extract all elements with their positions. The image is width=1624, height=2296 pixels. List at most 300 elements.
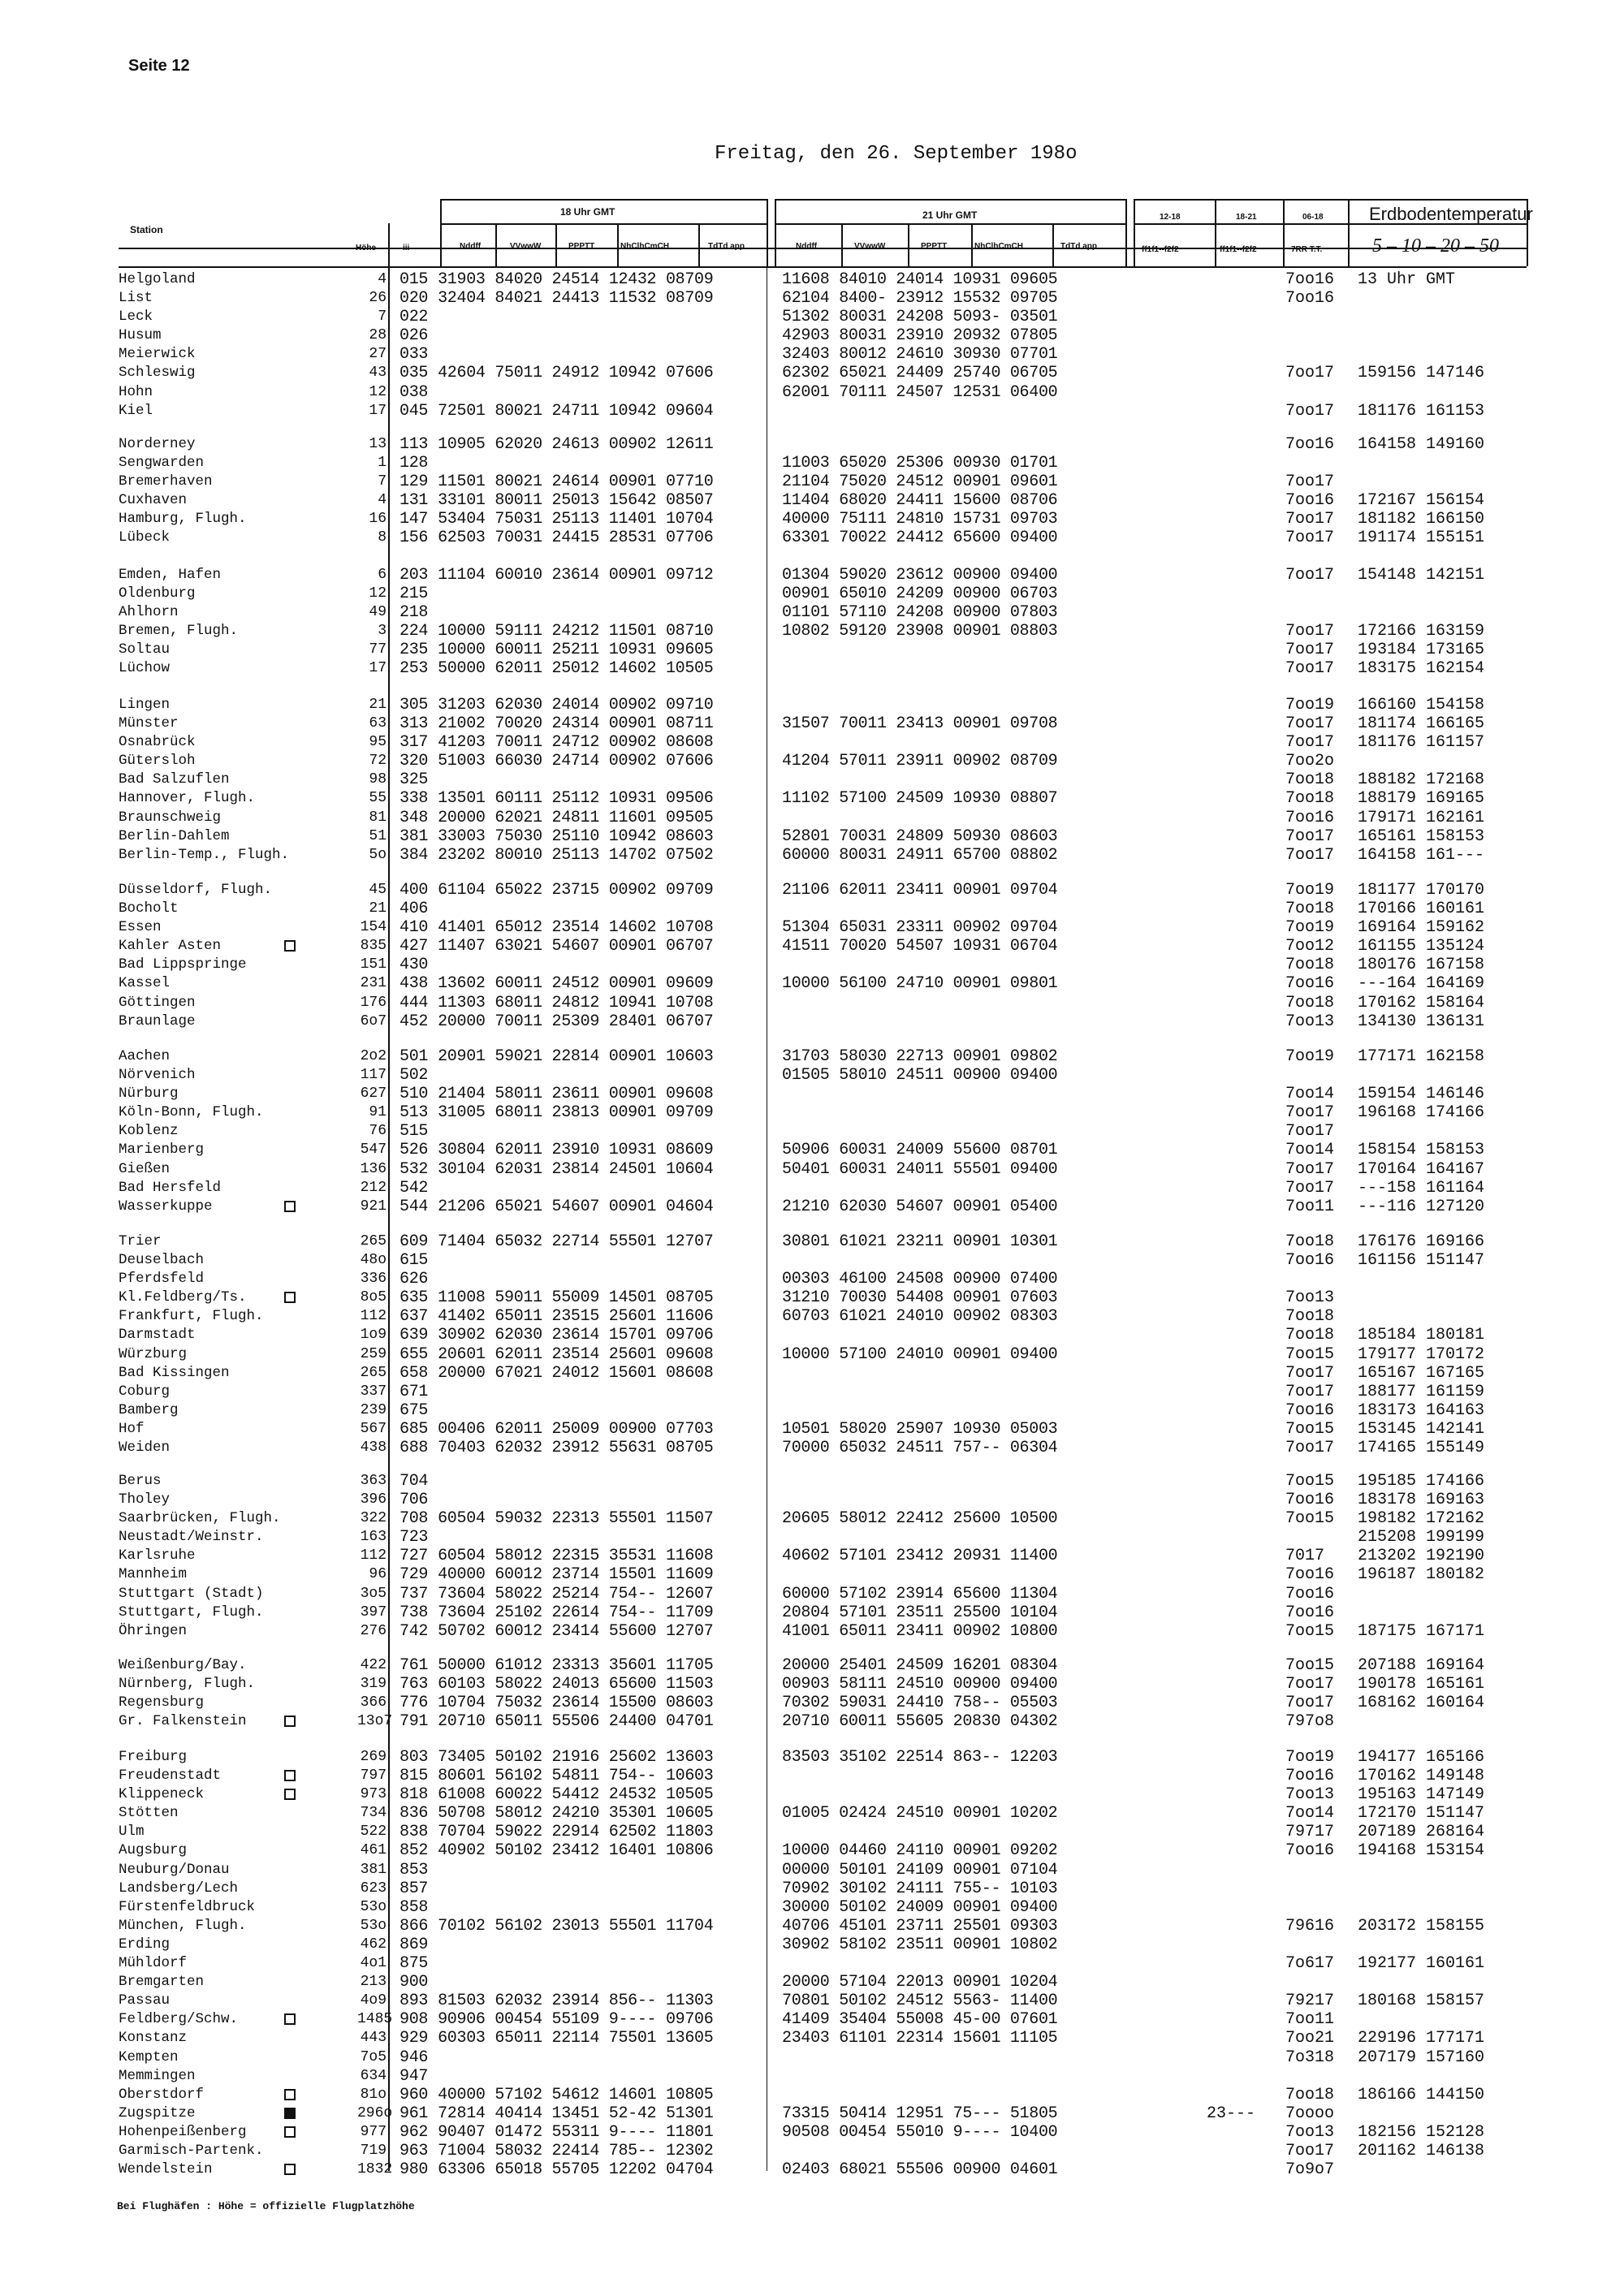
- obs-18: 11407 63021 54607 00901 06707: [438, 937, 714, 956]
- obs-21: 00000 50101 24109 00901 07104: [782, 1860, 1058, 1880]
- obs-18: 33101 80011 25013 15642 08507: [438, 491, 714, 511]
- station-row: [0, 402, 1624, 421]
- station-row: [0, 2029, 1624, 2048]
- col-0618: 7oo15: [1285, 1621, 1335, 1641]
- station-row: [0, 1898, 1624, 1917]
- obs-18: 41203 70011 24712 00902 08608: [438, 733, 714, 753]
- station-iii-obs18: [400, 641, 713, 659]
- obs-21: 11608 84010 24014 10931 09605: [782, 270, 1058, 289]
- station-height: 26: [369, 290, 387, 307]
- station-name: Kl.Feldberg/Ts.: [119, 1289, 247, 1306]
- station-height: 265: [360, 1364, 387, 1381]
- station-height: 53o: [360, 1898, 387, 1915]
- station-name: List: [119, 290, 153, 307]
- station-iii-obs18: [400, 937, 713, 956]
- obs-21: 50906 60031 24009 55600 08701: [782, 1141, 1058, 1160]
- station-iii-obs18: [400, 1179, 438, 1198]
- station-iii-obs18: [400, 402, 713, 421]
- station-name: Sengwarden: [119, 455, 205, 472]
- col-0618: 7oo17: [1285, 622, 1335, 641]
- station-iii: 908: [400, 2010, 429, 2030]
- obs-18: 11104 60010 23614 00901 09712: [438, 566, 714, 585]
- station-height: 397: [360, 1603, 387, 1621]
- col-0618: 7oo15: [1285, 1509, 1335, 1529]
- station-height: 176: [360, 994, 387, 1011]
- soil-depths-header: 5 – 10 – 20 – 50: [1372, 235, 1499, 257]
- col-0618: 7oo17: [1285, 733, 1335, 753]
- col-0618: 7oo13: [1285, 1288, 1335, 1308]
- column-rule: [440, 199, 442, 266]
- station-iii-obs18: [400, 1565, 713, 1584]
- station-iii: 853: [400, 1860, 429, 1880]
- station-row: [0, 827, 1624, 846]
- station-name: Hof: [119, 1420, 145, 1437]
- station-header: Station: [130, 224, 163, 235]
- soil-temperature: 159154 146146: [1358, 1085, 1485, 1104]
- station-height: 49: [369, 604, 387, 621]
- col-header: Nddff: [796, 242, 818, 251]
- station-row: [0, 1232, 1624, 1251]
- station-row: [0, 2104, 1624, 2123]
- station-iii-obs18: [400, 1160, 713, 1179]
- station-row: [0, 1401, 1624, 1420]
- col-0618: 7oo18: [1285, 770, 1335, 790]
- col-header: NhClhCmCH: [974, 242, 1023, 251]
- column-rule: [698, 223, 700, 266]
- station-iii: 131: [400, 491, 429, 511]
- station-row: [0, 1251, 1624, 1270]
- station-name: Pferdsfeld: [119, 1271, 205, 1288]
- station-iii-obs18: [400, 1804, 713, 1823]
- station-name: Bad Salzuflen: [119, 771, 230, 788]
- station-iii-obs18: [400, 789, 713, 808]
- station-name: Stuttgart (Stadt): [119, 1585, 264, 1602]
- station-iii: 026: [400, 326, 429, 346]
- station-iii: 430: [400, 956, 429, 975]
- obs-21: 63301 70022 24412 65600 09400: [782, 529, 1058, 548]
- soil-temperature: 183173 164163: [1358, 1400, 1485, 1420]
- obs-21: 11404 68020 24411 15600 08706: [782, 491, 1058, 511]
- station-iii: 763: [400, 1675, 429, 1694]
- soil-temperature: ---158 161164: [1358, 1178, 1485, 1198]
- station-height: 3o5: [360, 1585, 387, 1602]
- station-iii: 022: [400, 308, 429, 327]
- obs-18: 21002 70020 24314 00901 08711: [438, 714, 714, 734]
- station-name: Bremerhaven: [119, 473, 213, 490]
- obs-18: 71404 65032 22714 55501 12707: [438, 1232, 714, 1251]
- obs-18: 20000 67021 24012 15601 08608: [438, 1363, 714, 1383]
- station-name: Düsseldorf, Flugh.: [119, 882, 273, 898]
- soil-temperature: 159156 147146: [1358, 364, 1485, 383]
- column-rule: [388, 223, 390, 266]
- soil-temperature: 188177 161159: [1358, 1382, 1485, 1401]
- col-0618: 7oo18: [1285, 900, 1335, 919]
- station-iii-obs18: [400, 918, 713, 937]
- station-iii: 515: [400, 1122, 429, 1142]
- station-iii: 452: [400, 1012, 429, 1031]
- col-0618: 7oo19: [1285, 881, 1335, 900]
- station-iii: 203: [400, 566, 429, 585]
- obs-21: 40706 45101 23711 25501 09303: [782, 1916, 1058, 1936]
- iii-header: iii: [403, 244, 410, 252]
- station-row: [0, 1767, 1624, 1785]
- station-height: 13: [369, 436, 387, 452]
- station-iii: 444: [400, 993, 429, 1012]
- station-iii-obs18: [400, 696, 713, 714]
- station-row: [0, 1066, 1624, 1085]
- col-header: PPPTT: [921, 242, 948, 251]
- station-iii-obs18: [400, 1675, 713, 1694]
- soil-temperature: 134130 136131: [1358, 1012, 1485, 1031]
- col-0618: 7oo17: [1285, 566, 1335, 585]
- station-iii-obs18: [400, 529, 713, 547]
- station-iii: 532: [400, 1159, 429, 1179]
- station-row: [0, 1992, 1624, 2010]
- col-0618: 7oo17: [1285, 529, 1335, 548]
- station-name: Bamberg: [119, 1401, 179, 1418]
- station-height: 43: [369, 365, 387, 382]
- station-iii-obs18: [400, 1307, 713, 1326]
- station-name: Gr. Falkenstein: [119, 1713, 247, 1730]
- col-0618: 7oo12: [1285, 937, 1335, 956]
- col-0618: 7oo16: [1285, 270, 1335, 289]
- station-name: Hannover, Flugh.: [119, 790, 256, 807]
- station-row: [0, 529, 1624, 547]
- col-0618: 7oo13: [1285, 1012, 1335, 1031]
- station-row: [0, 454, 1624, 473]
- station-iii-obs18: [400, 1420, 713, 1439]
- station-iii-obs18: [400, 1767, 713, 1785]
- station-iii-obs18: [400, 1198, 713, 1216]
- col-0618: 7o9o7: [1285, 2160, 1335, 2180]
- station-iii-obs18: [400, 659, 713, 678]
- column-rule: [1125, 199, 1127, 266]
- station-name: Oldenburg: [119, 585, 196, 602]
- station-row: [0, 1047, 1624, 1066]
- station-iii: 706: [400, 1491, 429, 1510]
- obs-18: 73604 58022 25214 754-- 12607: [438, 1584, 714, 1603]
- station-name: Landsberg/Lech: [119, 1880, 239, 1897]
- soil-temperature: 169164 159162: [1358, 918, 1485, 938]
- gmt18-header: 18 Uhr GMT: [560, 206, 615, 218]
- station-iii: 253: [400, 659, 429, 679]
- station-iii: 776: [400, 1694, 429, 1713]
- station-iii-obs18: [400, 2029, 713, 2048]
- obs-18: 80601 56102 54811 754-- 10603: [438, 1767, 714, 1786]
- column-rule: [775, 199, 776, 266]
- station-name: Kempten: [119, 2048, 179, 2065]
- obs-18: 81503 62032 23914 856-- 11303: [438, 1992, 714, 2011]
- station-name: Bad Kissingen: [119, 1364, 230, 1381]
- station-iii: 946: [400, 2048, 429, 2067]
- obs-21: 30801 61021 23211 00901 10301: [782, 1232, 1058, 1251]
- station-height: 112: [360, 1308, 387, 1325]
- obs-18: 40902 50102 23412 16401 10806: [438, 1841, 714, 1861]
- obs-21: 10000 04460 24110 00901 09202: [782, 1841, 1058, 1861]
- extra-header: 12-18: [1160, 213, 1181, 222]
- station-iii-obs18: [400, 603, 438, 622]
- station-row: [0, 1917, 1624, 1936]
- col-0618: 7oo17: [1285, 1439, 1335, 1458]
- station-height: 154: [360, 919, 387, 936]
- station-row: [0, 326, 1624, 345]
- column-rule: [495, 223, 497, 266]
- station-name: Ulm: [119, 1823, 145, 1841]
- station-name: Feldberg/Schw.: [119, 2011, 239, 2028]
- station-height: 213: [360, 1974, 387, 1991]
- obs-21: 11003 65020 25306 00930 01701: [782, 454, 1058, 473]
- station-name: Passau: [119, 1992, 171, 2009]
- station-iii: 738: [400, 1603, 429, 1622]
- station-name: Fürstenfeldbruck: [119, 1898, 256, 1915]
- station-row: [0, 1823, 1624, 1841]
- station-name: Öhringen: [119, 1622, 188, 1639]
- soil-temperature: 181176 161153: [1358, 401, 1485, 421]
- station-height: 336: [360, 1271, 387, 1288]
- station-iii: 015: [400, 270, 429, 289]
- station-iii-obs18: [400, 1141, 713, 1159]
- station-iii-obs18: [400, 1251, 438, 1270]
- station-name: Frankfurt, Flugh.: [119, 1308, 264, 1325]
- obs-21: 10000 57100 24010 00901 09400: [782, 1344, 1058, 1364]
- station-row: [0, 1439, 1624, 1457]
- extra-header: 18-21: [1236, 213, 1257, 222]
- col-0618: 79717: [1285, 1823, 1335, 1842]
- station-name: Wendelstein: [119, 2161, 213, 2178]
- col-0618: 7oo17: [1285, 2141, 1335, 2160]
- obs-21: 30000 50102 24009 00901 09400: [782, 1897, 1058, 1917]
- obs-18: 10000 59111 24212 11501 08710: [438, 622, 714, 641]
- station-iii: 348: [400, 808, 429, 827]
- mountain-station-marker-icon: [284, 1789, 296, 1800]
- obs-18: 23202 80010 25113 14702 07502: [438, 845, 714, 865]
- station-name: Erding: [119, 1936, 171, 1953]
- station-iii-obs18: [400, 2160, 713, 2179]
- station-height: 7: [378, 309, 387, 326]
- station-row: [0, 1804, 1624, 1823]
- station-row: [0, 364, 1624, 382]
- obs-18: 50000 62011 25012 14602 10505: [438, 659, 714, 679]
- station-row: [0, 1141, 1624, 1159]
- station-iii: 381: [400, 826, 429, 846]
- obs-21: 41204 57011 23911 00902 08709: [782, 752, 1058, 771]
- station-row: [0, 1748, 1624, 1767]
- obs-21: 90508 00454 55010 9---- 10400: [782, 2122, 1058, 2142]
- station-height: 443: [360, 2030, 387, 2047]
- col-0618: 7oo17: [1285, 1675, 1335, 1694]
- station-iii: 501: [400, 1047, 429, 1066]
- col-0618: 7oo16: [1285, 974, 1335, 994]
- station-height: 91: [369, 1104, 387, 1121]
- obs-18: 90906 00454 55109 9---- 09706: [438, 2010, 714, 2030]
- col-0618: 7oo13: [1285, 1785, 1335, 1805]
- obs-18: 72814 40414 13451 52-42 51301: [438, 2104, 714, 2123]
- station-iii-obs18: [400, 585, 438, 603]
- header-rule: [440, 223, 767, 225]
- mountain-station-marker-icon: [284, 1770, 296, 1781]
- station-row: [0, 1528, 1624, 1547]
- soil-temperature: 170166 160161: [1358, 900, 1485, 919]
- col-0618: 7oo17: [1285, 1178, 1335, 1198]
- station-iii-obs18: [400, 1103, 713, 1122]
- station-group: [0, 696, 1624, 865]
- obs-18: 21206 65021 54607 00901 04604: [438, 1197, 714, 1216]
- col-0618: 7oo17: [1285, 510, 1335, 529]
- soil-temperature: 182156 152128: [1358, 2122, 1485, 2142]
- station-row: [0, 1565, 1624, 1584]
- col-0618: 7oo2o: [1285, 752, 1335, 771]
- station-row: [0, 1472, 1624, 1491]
- obs-18: 10905 62020 24613 00902 12611: [438, 435, 714, 454]
- obs-21: 60000 57102 23914 65600 11304: [782, 1584, 1058, 1603]
- soil-temperature: 161155 135124: [1358, 937, 1485, 956]
- station-row: [0, 1288, 1624, 1307]
- col-header: TdTd app: [1060, 242, 1097, 251]
- station-iii: 761: [400, 1656, 429, 1675]
- col-0618: 7017: [1285, 1547, 1325, 1566]
- station-iii: 384: [400, 845, 429, 865]
- obs-18: 20901 59021 22814 00901 10603: [438, 1047, 714, 1066]
- gmt21-header: 21 Uhr GMT: [922, 209, 978, 221]
- col-0618: 7oo18: [1285, 1307, 1335, 1327]
- station-height: 81: [369, 809, 387, 826]
- soil-temperature: 215208 199199: [1358, 1528, 1485, 1547]
- col-0618: 7oo17: [1285, 473, 1335, 492]
- soil-temperature: 165167 167165: [1358, 1363, 1485, 1383]
- station-row: [0, 1712, 1624, 1731]
- col-0618: 7oo11: [1285, 2010, 1335, 2030]
- station-name: Gütersloh: [119, 753, 196, 770]
- station-iii-obs18: [400, 491, 713, 510]
- station-height: 734: [360, 1805, 387, 1822]
- station-height: 51: [369, 827, 387, 844]
- station-height: 276: [360, 1622, 387, 1639]
- station-name: Köln-Bonn, Flugh.: [119, 1104, 264, 1121]
- station-iii-obs18: [400, 1270, 438, 1288]
- station-name: Koblenz: [119, 1123, 179, 1140]
- station-iii-obs18: [400, 1603, 713, 1622]
- station-iii: 961: [400, 2104, 429, 2123]
- obs-18: 41401 65012 23514 14602 10708: [438, 918, 714, 938]
- station-name: Trier: [119, 1233, 162, 1249]
- col-0618: 7oo17: [1285, 1103, 1335, 1123]
- station-name: Mannheim: [119, 1566, 188, 1583]
- obs-21: 01304 59020 23612 00900 09400: [782, 566, 1058, 585]
- obs-21: 31703 58030 22713 00901 09802: [782, 1047, 1058, 1066]
- extra-subheader: ff1f1--f2f2: [1142, 245, 1179, 254]
- station-name: Norderney: [119, 436, 196, 452]
- col-0618: 7oo18: [1285, 789, 1335, 809]
- column-rule: [1215, 199, 1216, 266]
- station-row: [0, 2010, 1624, 2029]
- station-name: Darmstadt: [119, 1327, 196, 1344]
- station-iii-obs18: [400, 733, 713, 752]
- station-name: Neustadt/Weinstr.: [119, 1529, 264, 1546]
- obs-18: 42604 75011 24912 10942 07606: [438, 364, 714, 383]
- station-row: [0, 1420, 1624, 1439]
- mountain-station-marker-icon: [284, 2108, 296, 2119]
- station-height: 1: [378, 455, 387, 472]
- station-height: 8: [378, 529, 387, 546]
- station-iii: 313: [400, 714, 429, 734]
- obs-18: 60504 58012 22315 35531 11608: [438, 1547, 714, 1566]
- station-height: 53o: [360, 1917, 387, 1934]
- col-0618: 7oo18: [1285, 1232, 1335, 1251]
- soil-temperature: 161156 151147: [1358, 1251, 1485, 1271]
- station-iii-obs18: [400, 827, 713, 846]
- station-name: Konstanz: [119, 2030, 188, 2047]
- col-0618: 7oo19: [1285, 918, 1335, 938]
- station-height: 4o9: [360, 1992, 387, 2009]
- header-rule: [119, 266, 1527, 268]
- station-height: 522: [360, 1823, 387, 1841]
- station-iii-obs18: [400, 2010, 713, 2029]
- station-iii-obs18: [400, 1066, 438, 1085]
- station-iii: 410: [400, 918, 429, 938]
- station-iii-obs18: [400, 1656, 713, 1675]
- col-0618: 7oo16: [1285, 1400, 1335, 1420]
- station-iii-obs18: [400, 2104, 713, 2123]
- station-iii: 737: [400, 1584, 429, 1603]
- obs-21: 00901 65010 24209 00900 06703: [782, 585, 1058, 604]
- station-iii: 727: [400, 1547, 429, 1566]
- mountain-station-marker-icon: [284, 1716, 296, 1727]
- mountain-station-marker-icon: [284, 2013, 296, 2025]
- station-iii-obs18: [400, 1748, 713, 1767]
- station-name: Mühldorf: [119, 1955, 188, 1972]
- footnote: Bei Flughäfen : Höhe = offizielle Flugplatzhöhe: [117, 2200, 415, 2212]
- col-0618: 7oo16: [1285, 491, 1335, 511]
- column-rule: [767, 199, 768, 266]
- station-row: [0, 1656, 1624, 1675]
- station-name: Marienberg: [119, 1142, 205, 1159]
- station-row: [0, 2160, 1624, 2179]
- station-iii-obs18: [400, 994, 713, 1012]
- station-name: Stötten: [119, 1805, 179, 1822]
- obs-18: 61008 60022 54412 24532 10505: [438, 1785, 714, 1805]
- station-iii: 325: [400, 770, 429, 790]
- station-row: [0, 491, 1624, 510]
- col-header: VVwwW: [510, 242, 542, 251]
- col-0618: 7oo16: [1285, 1767, 1335, 1786]
- soil-temp-header: Erdbodentemperatur: [1369, 204, 1533, 224]
- station-name: Berlin-Dahlem: [119, 827, 230, 844]
- obs-21: 21104 75020 24512 00901 09601: [782, 473, 1058, 492]
- station-name: Helgoland: [119, 271, 196, 287]
- col-0618: 7oo16: [1285, 435, 1335, 454]
- station-iii-obs18: [400, 1712, 713, 1731]
- station-name: Hohn: [119, 383, 153, 400]
- station-name: Klippeneck: [119, 1786, 205, 1803]
- obs-21: 70902 30102 24111 755-- 10103: [782, 1879, 1058, 1898]
- col-0618: 7oo18: [1285, 1326, 1335, 1345]
- col-0618: 7oo18: [1285, 993, 1335, 1012]
- station-iii: 869: [400, 1935, 429, 1954]
- soil-temperature: 181182 166150: [1358, 510, 1485, 529]
- station-row: [0, 994, 1624, 1012]
- station-name: Hohenpeißenberg: [119, 2123, 247, 2140]
- station-iii: 035: [400, 364, 429, 383]
- obs-18: 71004 58032 22414 785-- 12302: [438, 2141, 714, 2160]
- station-row: [0, 1179, 1624, 1198]
- station-height: 16: [369, 511, 387, 528]
- station-height: 63: [369, 715, 387, 732]
- station-row: [0, 1270, 1624, 1288]
- soil-temperature: 172166 163159: [1358, 622, 1485, 641]
- station-iii-obs18: [400, 2142, 713, 2160]
- station-row: [0, 345, 1624, 364]
- obs-21: 62104 8400- 23912 15532 09705: [782, 289, 1058, 309]
